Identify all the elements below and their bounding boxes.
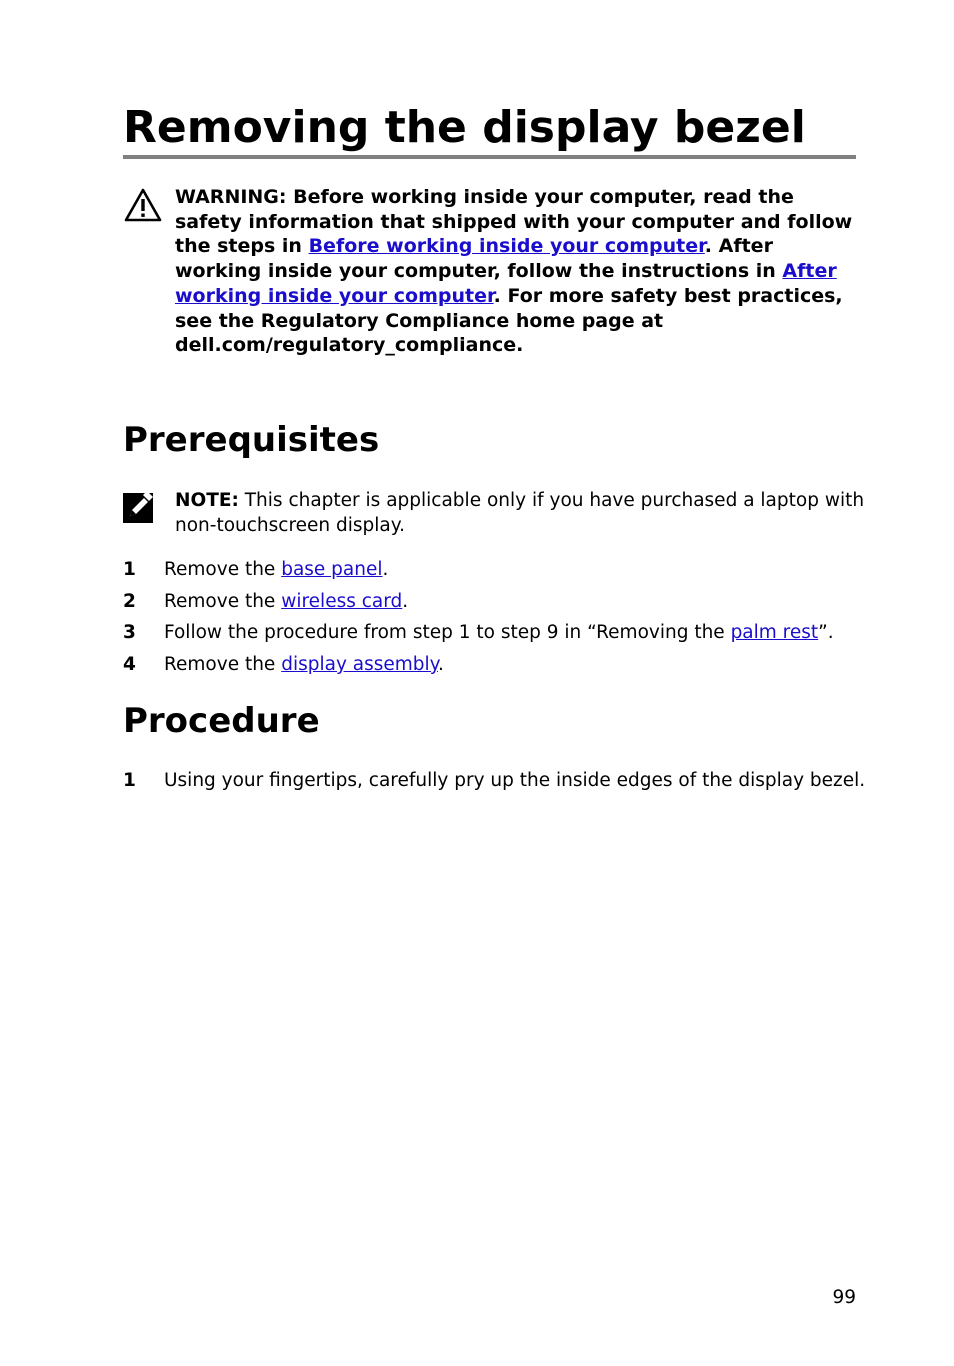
step-text: [164, 652, 444, 678]
procedure-step: [123, 768, 866, 794]
page-number: 99: [832, 1287, 856, 1308]
step-text: [164, 589, 408, 615]
warning-text-prefix: WARNING: Before working inside your computer, read the safety information that shipped with your computer and follow the steps in: [175, 186, 853, 258]
title-underline: [123, 155, 856, 159]
step-text: Using your fingertips, carefully pry up the inside edges of the display bezel.: [164, 770, 866, 791]
step-number: 1: [123, 770, 136, 791]
step-text-before: Remove the: [164, 591, 282, 612]
note-body: This chapter is applicable only if you have purchased a laptop with non-touchscreen display.: [175, 490, 865, 536]
after-working-link[interactable]: After working inside your computer: [175, 260, 837, 307]
step-text: [164, 620, 834, 646]
note-message: [175, 488, 865, 538]
prereq-step: [123, 589, 863, 615]
prereq-step: [123, 652, 863, 678]
warning-triangle-icon: [123, 187, 163, 223]
step-text-after: .: [437, 654, 444, 675]
base-panel-link[interactable]: base panel: [281, 559, 383, 580]
step-text-before: Remove the: [164, 654, 282, 675]
warning-text-suffix: . For more safety best practices, see the Regulatory Compliance home page at dell.com/regulatory_compliance.: [175, 284, 843, 357]
wireless-card-link[interactable]: wireless card: [281, 591, 403, 612]
page-title: Removing the display bezel: [123, 102, 806, 153]
step-text-after: .: [382, 559, 389, 580]
warning-message: [175, 185, 865, 358]
step-text-before: Follow the procedure from step 1 to step 9 in “Removing the: [164, 622, 731, 643]
prereq-step: [123, 557, 863, 583]
step-text-after: .: [402, 591, 409, 612]
before-working-link[interactable]: Before working inside your computer: [308, 235, 705, 258]
step-number: 2: [123, 591, 136, 612]
step-number: 4: [123, 654, 136, 675]
display-assembly-link[interactable]: display assembly: [281, 654, 438, 675]
prereq-step: [123, 620, 863, 646]
step-text-after: ”.: [818, 622, 834, 643]
step-number: 3: [123, 622, 136, 643]
step-text-before: Remove the: [164, 559, 282, 580]
note-label: NOTE:: [175, 490, 239, 511]
palm-rest-link[interactable]: palm rest: [730, 622, 819, 643]
note-pencil-icon: [123, 491, 153, 523]
warning-text-middle: . After working inside your computer, follow the instructions in: [175, 235, 783, 283]
procedure-heading: Procedure: [123, 701, 320, 741]
step-number: 1: [123, 559, 136, 580]
step-text: [164, 557, 388, 583]
prerequisites-heading: Prerequisites: [123, 420, 380, 460]
